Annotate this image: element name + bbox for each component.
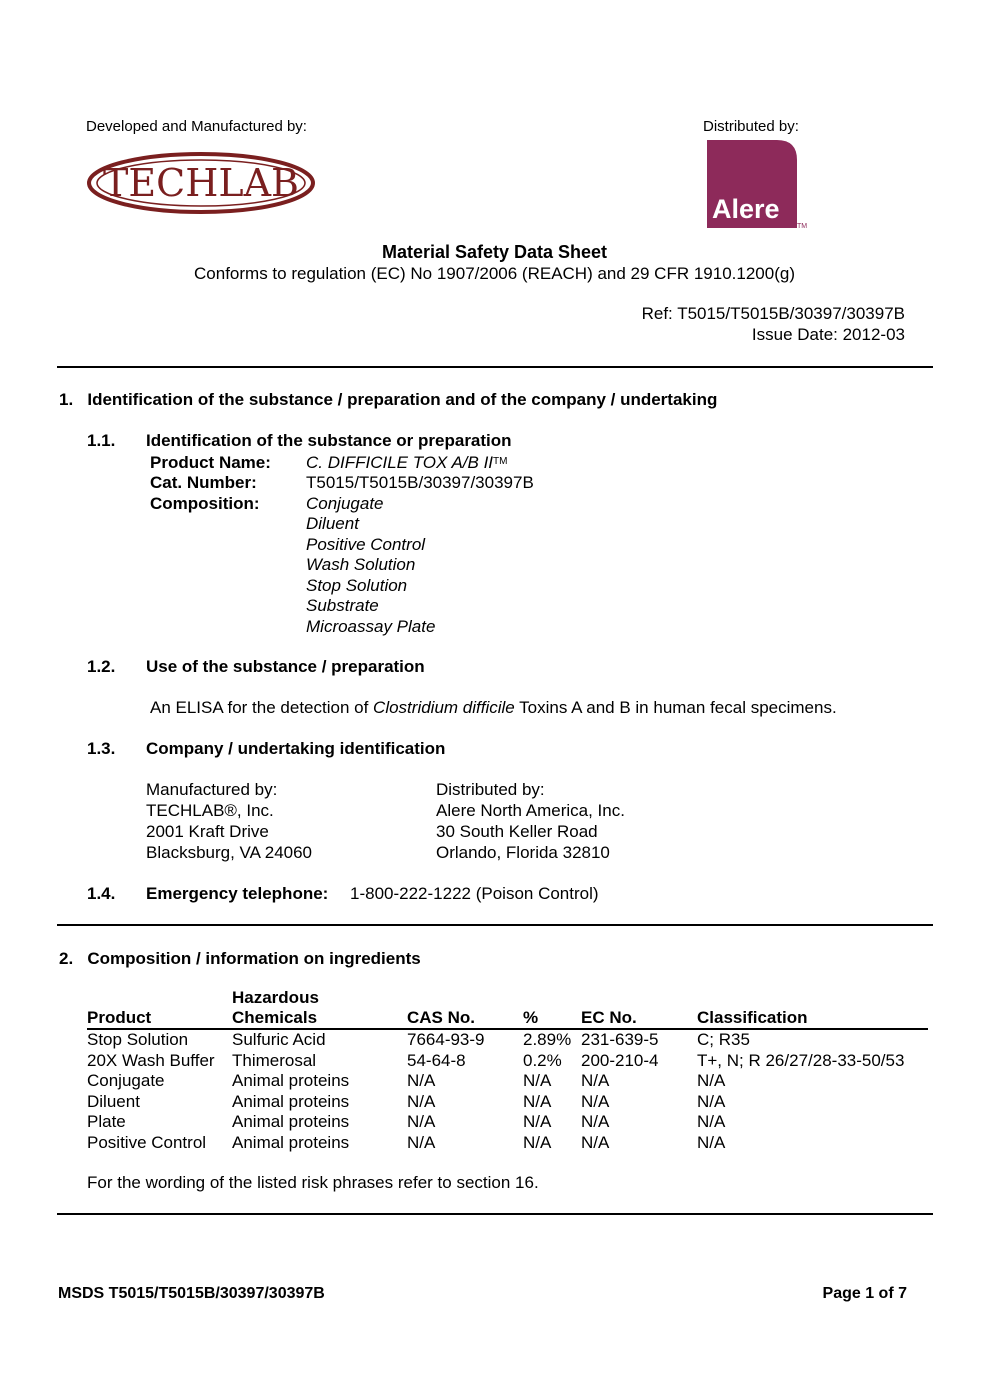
table-cell: N/A bbox=[523, 1132, 552, 1152]
divider bbox=[57, 366, 933, 368]
composition-item: Stop Solution bbox=[306, 576, 408, 595]
table-cell: N/A bbox=[523, 1091, 552, 1111]
manufacturer-line: TECHLAB®, Inc. bbox=[146, 801, 274, 820]
document-title: Material Safety Data Sheet bbox=[381, 242, 608, 262]
table-cell: N/A bbox=[581, 1091, 610, 1111]
distributor-line: Orlando, Florida 32810 bbox=[436, 843, 610, 862]
section-1-2-title: Use of the substance / preparation bbox=[146, 657, 425, 676]
distributor-line: Alere North America, Inc. bbox=[436, 801, 625, 820]
manufacturer-line: Manufactured by: bbox=[146, 780, 278, 799]
column-header: Product bbox=[87, 988, 232, 1029]
product-name-label: Product Name: bbox=[150, 453, 271, 472]
table-cell: Animal proteins bbox=[232, 1132, 350, 1152]
table-cell: N/A bbox=[697, 1132, 726, 1152]
table-cell: N/A bbox=[407, 1112, 436, 1131]
table-cell: 200-210-4 bbox=[581, 1050, 659, 1070]
table-cell: 2.89% bbox=[523, 1030, 572, 1049]
issue-date: Issue Date: 2012-03 bbox=[751, 325, 905, 344]
cat-number-value: T5015/T5015B/30397/30397B bbox=[306, 473, 534, 492]
column-header: Classification bbox=[697, 988, 928, 1029]
table-cell: Thimerosal bbox=[232, 1050, 317, 1070]
section-1-1-number: 1.1. bbox=[87, 431, 116, 450]
table-cell: Diluent bbox=[87, 1091, 140, 1111]
table-cell: N/A bbox=[407, 1132, 436, 1152]
composition-item: Substrate bbox=[306, 596, 379, 615]
alere-logo-text: Alere bbox=[712, 194, 780, 224]
table-cell: Sulfuric Acid bbox=[232, 1030, 326, 1049]
developed-by-label: Developed and Manufactured by: bbox=[86, 118, 307, 135]
ref-number: Ref: T5015/T5015B/30397/30397B bbox=[641, 304, 905, 323]
risk-phrases-note: For the wording of the listed risk phrases refer to section 16. bbox=[87, 1173, 539, 1192]
section-1-3-title: Company / undertaking identification bbox=[146, 739, 446, 758]
emergency-telephone-label: Emergency telephone: bbox=[146, 884, 329, 903]
table-cell: Animal proteins bbox=[232, 1071, 350, 1090]
distributed-by-label: Distributed by: bbox=[703, 118, 799, 135]
section-2-heading: 2. Composition / information on ingredients bbox=[59, 949, 421, 968]
composition-label: Composition: bbox=[150, 494, 260, 513]
table-row bbox=[87, 1092, 928, 1113]
section-1-4-number: 1.4. bbox=[87, 884, 116, 903]
composition-item: Wash Solution bbox=[306, 555, 416, 574]
table-cell: N/A bbox=[407, 1071, 436, 1090]
column-header: Hazardous Chemicals bbox=[232, 988, 407, 1029]
table-cell: C; R35 bbox=[697, 1030, 750, 1049]
table-cell: 7664-93-9 bbox=[407, 1030, 485, 1049]
divider bbox=[57, 1213, 933, 1215]
table-cell: Stop Solution bbox=[87, 1030, 189, 1049]
page-number: Page 1 of 7 bbox=[822, 1285, 907, 1302]
table-row bbox=[87, 1133, 928, 1154]
distributor-line: Distributed by: bbox=[436, 780, 545, 799]
footer-doc-id: MSDS T5015/T5015B/30397/30397B bbox=[58, 1285, 325, 1302]
table-cell: Plate bbox=[87, 1112, 126, 1131]
divider bbox=[57, 924, 933, 926]
ingredients-table bbox=[87, 988, 928, 1153]
table-cell: N/A bbox=[697, 1091, 726, 1111]
table-cell: N/A bbox=[523, 1071, 552, 1090]
techlab-logo-text: TECHLAB bbox=[103, 161, 299, 205]
table-row bbox=[87, 1051, 928, 1072]
use-description: An ELISA for the detection of Clostridium difficile Toxins A and B in human fecal specimens. bbox=[150, 698, 837, 717]
table-cell: Animal proteins bbox=[232, 1091, 350, 1111]
table-cell: N/A bbox=[581, 1071, 610, 1090]
section-1-1-title: Identification of the substance or preparation bbox=[146, 431, 512, 450]
table-cell: N/A bbox=[581, 1112, 610, 1131]
table-cell: 54-64-8 bbox=[407, 1050, 466, 1070]
column-header: % bbox=[523, 988, 581, 1029]
composition-item: Diluent bbox=[306, 514, 359, 533]
emergency-telephone-value: 1-800-222-1222 (Poison Control) bbox=[350, 884, 599, 903]
alere-logo bbox=[707, 140, 811, 230]
table-cell: 0.2% bbox=[523, 1050, 562, 1070]
table-cell: N/A bbox=[523, 1112, 552, 1131]
column-header: EC No. bbox=[581, 988, 697, 1029]
table-row bbox=[87, 1112, 928, 1133]
manufacturer-line: Blacksburg, VA 24060 bbox=[146, 843, 313, 862]
document-subtitle: Conforms to regulation (EC) No 1907/2006 (REACH) and 29 CFR 1910.1200(g) bbox=[194, 264, 795, 283]
table-cell: N/A bbox=[697, 1071, 726, 1090]
table-header-row bbox=[87, 988, 928, 1029]
composition-item: Conjugate bbox=[306, 494, 384, 513]
table-cell: N/A bbox=[697, 1112, 726, 1131]
table-cell: 20X Wash Buffer bbox=[87, 1050, 215, 1070]
table-cell: N/A bbox=[581, 1132, 610, 1152]
section-1-heading: 1. Identification of the substance / preparation and of the company / undertaking bbox=[59, 390, 718, 409]
column-header: CAS No. bbox=[407, 988, 523, 1029]
product-name-value: C. DIFFICILE TOX A/B II™ bbox=[306, 453, 508, 472]
manufacturer-line: 2001 Kraft Drive bbox=[146, 822, 269, 841]
section-1-2-number: 1.2. bbox=[87, 657, 116, 676]
table-cell: Positive Control bbox=[87, 1132, 207, 1152]
section-1-3-number: 1.3. bbox=[87, 739, 116, 758]
table-row bbox=[87, 1029, 928, 1051]
table-cell: Animal proteins bbox=[232, 1112, 350, 1131]
svg-text:TM: TM bbox=[797, 223, 808, 230]
table-cell: Conjugate bbox=[87, 1071, 165, 1090]
composition-item: Positive Control bbox=[306, 535, 426, 554]
distributor-line: 30 South Keller Road bbox=[436, 822, 598, 841]
cat-number-label: Cat. Number: bbox=[150, 473, 257, 492]
composition-item: Microassay Plate bbox=[306, 617, 436, 636]
techlab-logo bbox=[85, 150, 317, 216]
table-row bbox=[87, 1071, 928, 1092]
table-cell: N/A bbox=[407, 1091, 436, 1111]
table-cell: 231-639-5 bbox=[581, 1030, 659, 1049]
table-cell: T+, N; R 26/27/28-33-50/53 bbox=[697, 1050, 905, 1070]
